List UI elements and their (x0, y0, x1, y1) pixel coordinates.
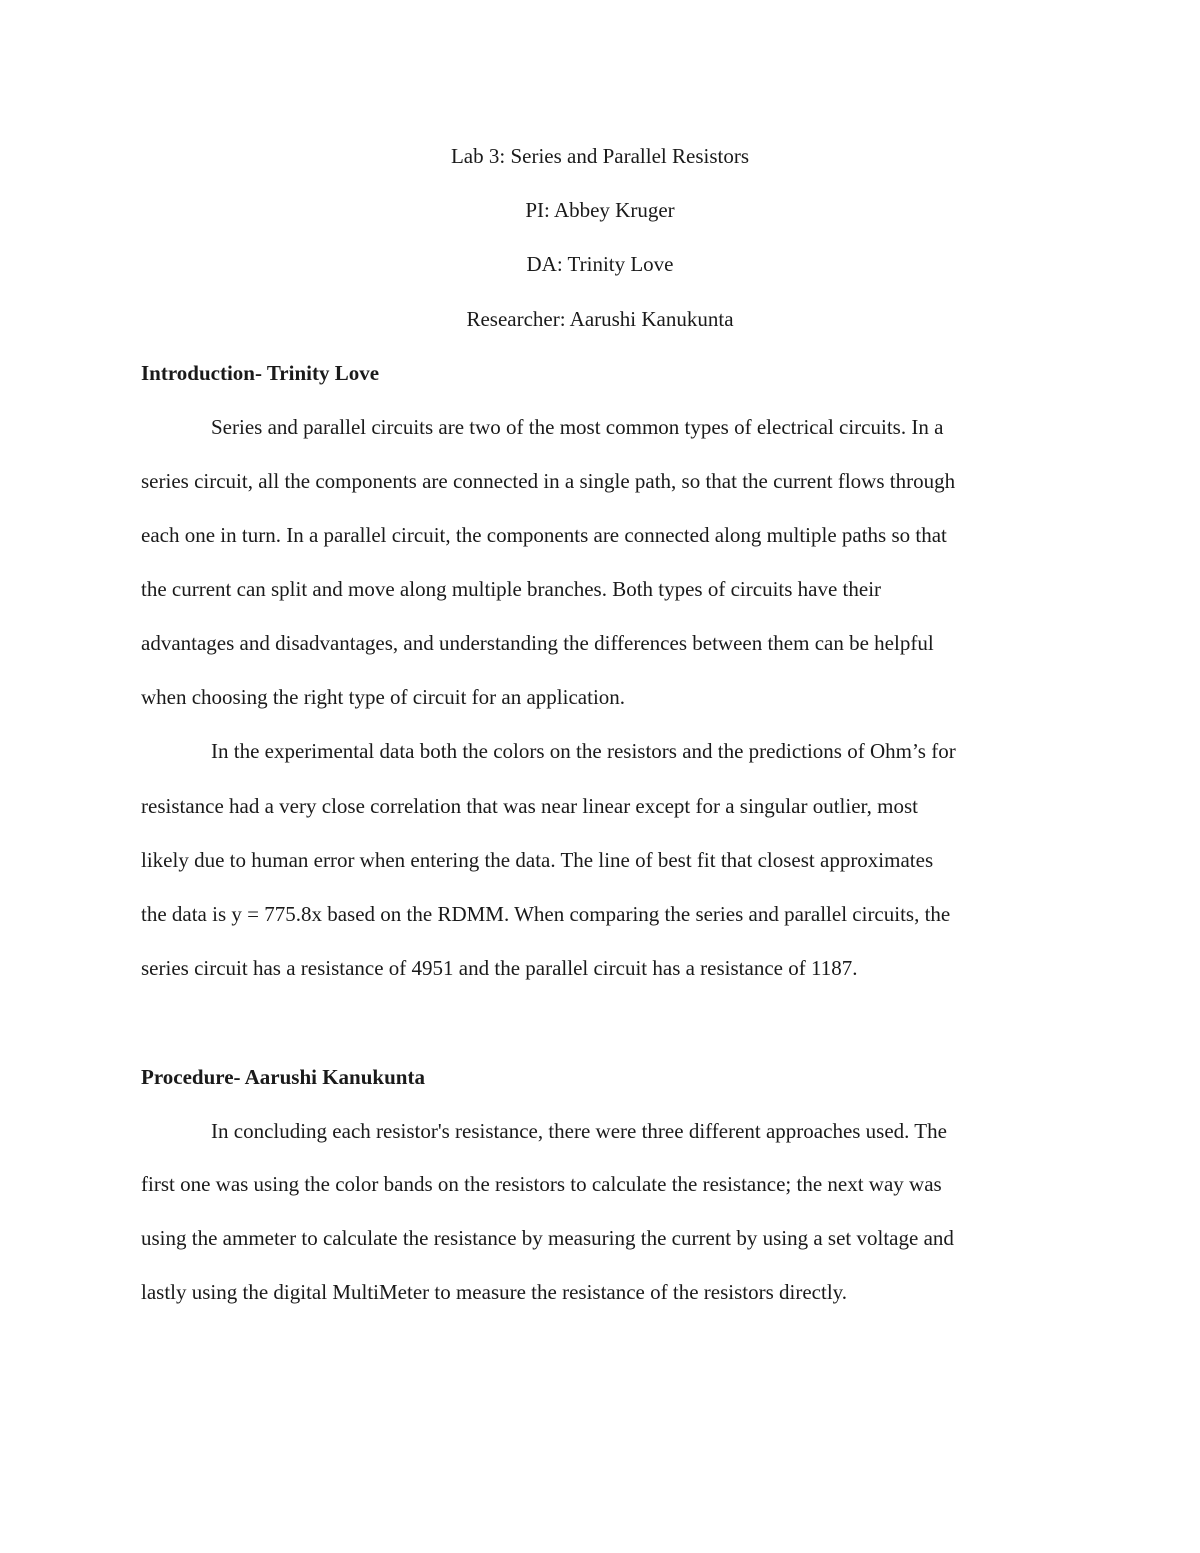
document-title: Lab 3: Series and Parallel Resistors (450, 144, 750, 168)
researcher-line: Researcher: Aarushi Kanukunta (466, 307, 734, 331)
da-line: DA: Trinity Love (526, 252, 674, 276)
paragraph-line: the data is y = 775.8x based on the RDMM. When comparing the series and parallel circuits, the (141, 902, 951, 926)
pi-line: PI: Abbey Kruger (525, 198, 675, 222)
procedure-heading: Procedure- Aarushi Kanukunta (141, 1065, 425, 1089)
paragraph-line: using the ammeter to calculate the resistance by measuring the current by using a set voltage and (141, 1226, 954, 1250)
paragraph-line: each one in turn. In a parallel circuit, the components are connected along multiple paths so that (141, 523, 947, 547)
paragraph-line: when choosing the right type of circuit for an application. (141, 685, 626, 709)
paragraph-line: series circuit has a resistance of 4951 and the parallel circuit has a resistance of 1187. (141, 956, 858, 980)
paragraph-line: likely due to human error when entering the data. The line of best fit that closest approximates (141, 848, 934, 872)
paragraph-line: first one was using the color bands on the resistors to calculate the resistance; the next way was (141, 1172, 942, 1196)
paragraph-line: the current can split and move along multiple branches. Both types of circuits have their (141, 577, 882, 601)
paragraph-line: resistance had a very close correlation that was near linear except for a singular outlier, most (141, 794, 919, 818)
paragraph-line: Series and parallel circuits are two of the most common types of electrical circuits. In a (211, 415, 944, 439)
paragraph-line: In concluding each resistor's resistance, there were three different approaches used. The (211, 1119, 947, 1143)
paragraph-line: series circuit, all the components are connected in a single path, so that the current flows through (141, 469, 956, 493)
introduction-heading: Introduction- Trinity Love (141, 361, 380, 385)
paragraph-line: In the experimental data both the colors on the resistors and the predictions of Ohm’s for (211, 739, 956, 763)
paragraph-line: lastly using the digital MultiMeter to measure the resistance of the resistors directly. (141, 1280, 848, 1304)
paragraph-line: advantages and disadvantages, and understanding the differences between them can be helpful (141, 631, 934, 655)
